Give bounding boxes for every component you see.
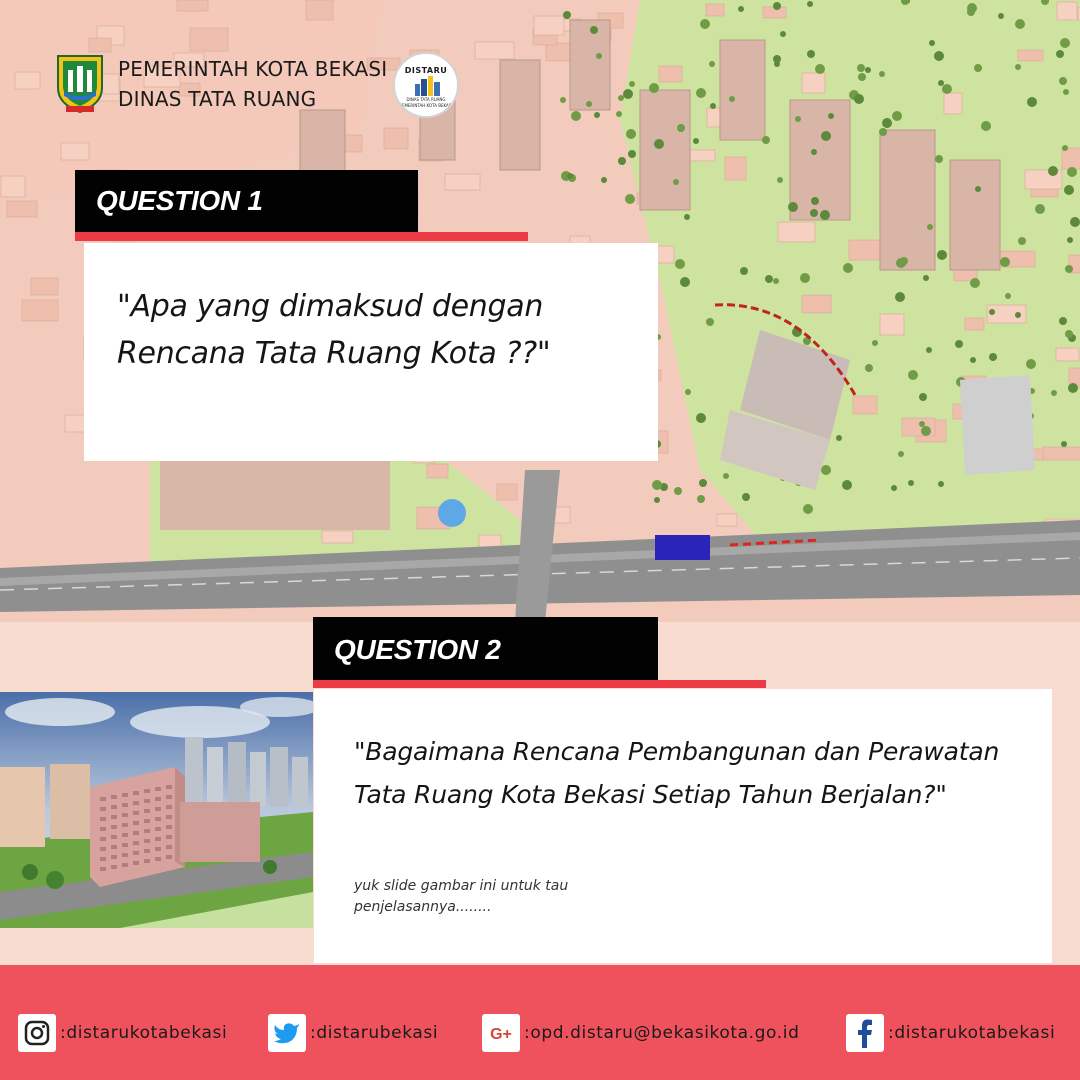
instagram-contact[interactable] xyxy=(18,1010,227,1056)
institution-line-1: PEMERINTAH KOTA BEKASI xyxy=(118,57,388,81)
city-rendering-image xyxy=(0,692,313,928)
twitter-handle: :distarubekasi xyxy=(310,1023,439,1043)
email-contact[interactable] xyxy=(482,1010,799,1056)
institution-line-2: DINAS TATA RUANG xyxy=(118,87,317,111)
distaru-logo-sub1: DINAS TATA RUANG xyxy=(406,97,446,102)
distaru-logo-sub2: PEMERINTAH KOTA BEKASI xyxy=(399,103,453,108)
facebook-contact[interactable] xyxy=(846,1010,1055,1056)
institution-name xyxy=(118,54,387,114)
svg-text:G+: G+ xyxy=(490,1026,512,1043)
question2-label: QUESTION 2 xyxy=(334,634,501,665)
distaru-logo-title: DISTARU xyxy=(404,66,448,75)
city-skyline-icon xyxy=(413,76,443,96)
header xyxy=(0,0,1080,150)
question1-label: QUESTION 1 xyxy=(96,185,263,216)
distaru-logo xyxy=(393,52,459,118)
instagram-handle: :distarukotabekasi xyxy=(60,1023,228,1043)
question2-accent-line xyxy=(313,680,766,688)
question1-text: "Apa yang dimaksud dengan Rencana Tata Ruang Kota ??" xyxy=(117,289,551,371)
twitter-contact[interactable] xyxy=(268,1010,438,1056)
twitter-icon xyxy=(268,1014,306,1052)
google-plus-icon xyxy=(482,1014,520,1052)
facebook-handle: :distarukotabekasi xyxy=(888,1023,1056,1043)
question2-slide-hint: yuk slide gambar ini untuk tau penjelasannya........ xyxy=(354,878,569,915)
facebook-icon xyxy=(846,1014,884,1052)
email-address: :opd.distaru@bekasikota.go.id xyxy=(524,1023,800,1043)
question1-accent-line xyxy=(75,232,528,241)
question2-text: "Bagaimana Rencana Pembangunan dan Perawatan Tata Ruang Kota Bekasi Setiap Tahun Berjalan?" xyxy=(354,737,1000,809)
instagram-icon xyxy=(18,1014,56,1052)
kota-bekasi-emblem-icon xyxy=(52,52,108,114)
